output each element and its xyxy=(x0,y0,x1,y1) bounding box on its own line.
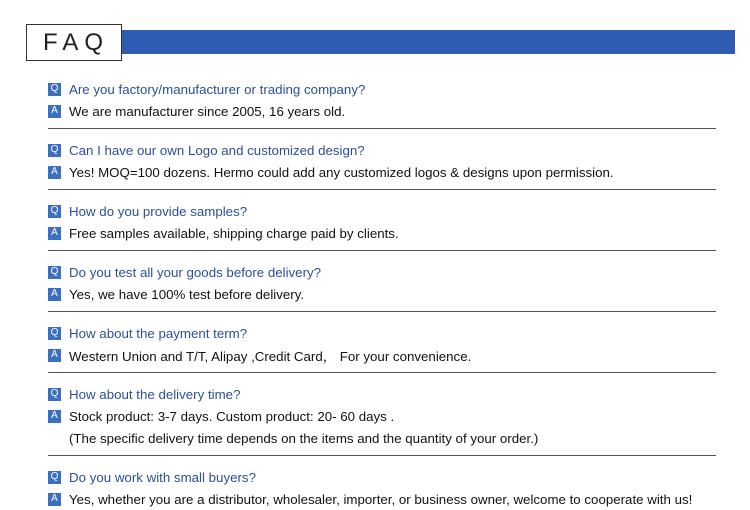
answer-text: Western Union and T/T, Alipay ,Credit Card， For your convenience. xyxy=(69,348,472,364)
answer-text: Yes, we have 100% test before delivery. xyxy=(69,286,305,302)
question-row xyxy=(48,466,738,488)
answer-row xyxy=(48,488,738,510)
question-text: Do you test all your goods before delivery? xyxy=(69,264,322,280)
answer-row xyxy=(48,100,738,122)
answer-badge-icon: A xyxy=(48,227,61,240)
question-badge-icon: Q xyxy=(48,83,61,96)
question-row xyxy=(48,139,738,161)
answer-text: We are manufacturer since 2005, 16 years old. xyxy=(69,103,346,119)
question-text: How about the payment term? xyxy=(69,325,248,341)
answer-badge-icon: A xyxy=(48,166,61,179)
question-badge-icon: Q xyxy=(48,388,61,401)
faq-header xyxy=(0,0,750,65)
divider xyxy=(48,250,716,251)
divider xyxy=(48,189,716,190)
question-row xyxy=(48,261,738,283)
answer-text: Free samples available, shipping charge paid by clients. xyxy=(69,225,399,241)
question-row xyxy=(48,200,738,222)
divider xyxy=(48,311,716,312)
answer-text: Yes, whether you are a distributor, wholesaler, importer, or business owner, welcome to cooperate with us! xyxy=(69,491,693,507)
answer-row xyxy=(48,222,738,244)
answer-badge-icon: A xyxy=(48,349,61,362)
header-bar xyxy=(100,30,735,54)
faq-item xyxy=(48,383,738,456)
answer-extra-text: (The specific delivery time depends on the items and the quantity of your order.) xyxy=(69,430,539,446)
question-text: How do you provide samples? xyxy=(69,203,248,219)
answer-text: Yes! MOQ=100 dozens. Hermo could add any customized logos & designs upon permission. xyxy=(69,164,614,180)
question-text: Do you work with small buyers? xyxy=(69,469,256,485)
faq-item xyxy=(48,139,738,190)
question-badge-icon: Q xyxy=(48,266,61,279)
question-text: Are you factory/manufacturer or trading company? xyxy=(69,81,366,97)
divider xyxy=(48,372,716,373)
divider xyxy=(48,128,716,129)
question-badge-icon: Q xyxy=(48,144,61,157)
title-box xyxy=(26,24,122,61)
faq-item xyxy=(48,78,738,129)
question-row xyxy=(48,383,738,405)
question-badge-icon: Q xyxy=(48,205,61,218)
answer-row xyxy=(48,161,738,183)
question-badge-icon: Q xyxy=(48,327,61,340)
question-text: How about the delivery time? xyxy=(69,386,241,402)
question-row xyxy=(48,322,738,344)
faq-item xyxy=(48,466,738,510)
answer-row xyxy=(48,405,738,427)
answer-badge-icon: A xyxy=(48,288,61,301)
answer-badge-icon: A xyxy=(48,410,61,423)
question-badge-icon: Q xyxy=(48,471,61,484)
faq-item xyxy=(48,261,738,312)
answer-row xyxy=(48,344,738,366)
faq-item xyxy=(48,322,738,373)
faq-item xyxy=(48,200,738,251)
answer-badge-icon: A xyxy=(48,105,61,118)
question-row xyxy=(48,78,738,100)
answer-badge-icon: A xyxy=(48,493,61,506)
divider xyxy=(48,455,716,456)
question-text: Can I have our own Logo and customized design? xyxy=(69,142,365,158)
answer-text: Stock product: 3-7 days. Custom product: 20- 60 days . xyxy=(69,408,395,424)
faq-list xyxy=(48,78,738,510)
page-title: FAQ xyxy=(42,28,109,56)
answer-row xyxy=(48,283,738,305)
